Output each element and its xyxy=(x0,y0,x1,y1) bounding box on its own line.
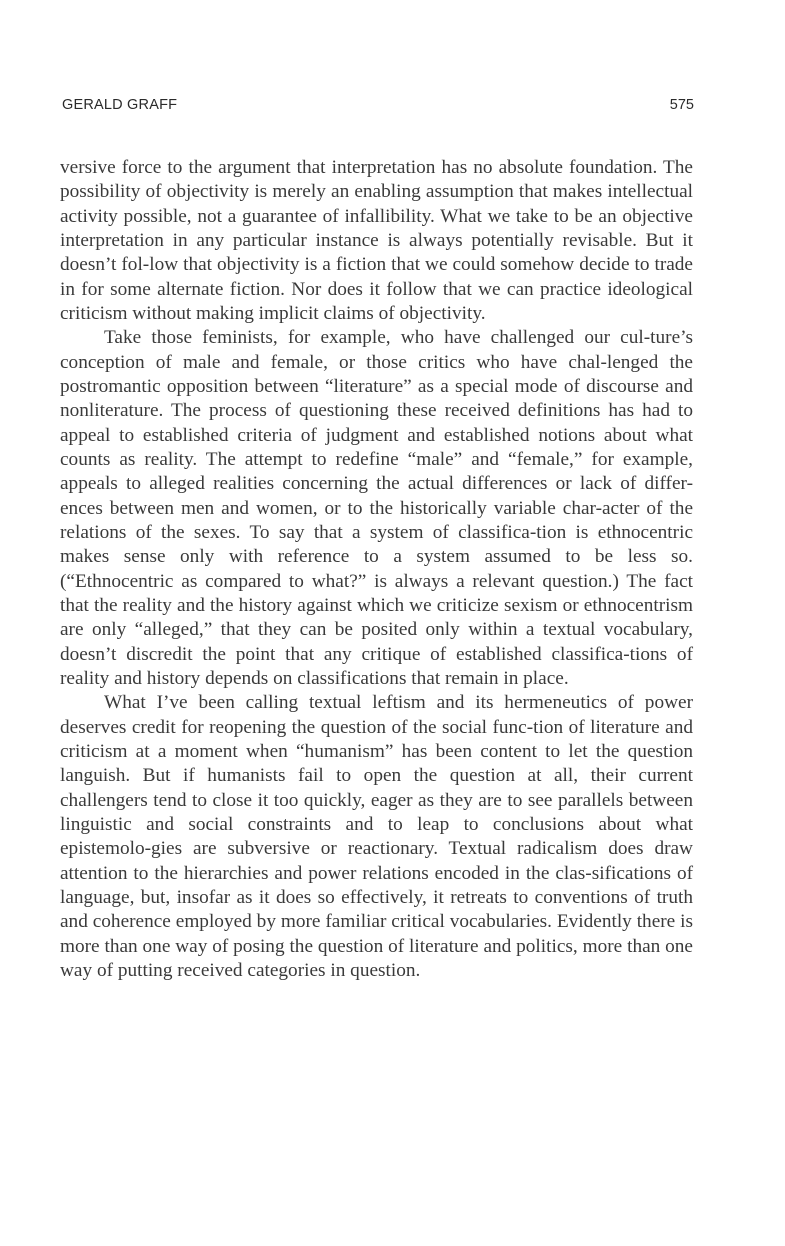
page-number: 575 xyxy=(669,97,694,113)
running-head xyxy=(62,97,694,117)
paragraph-feminists: Take those feminists, for example, who have challenged our cul-ture’s conception of male and female, or those critics who have chal-lenged the postromantic opposition between “literature” as a special mode of discourse and nonliterature. The process of questioning these received definitions has had to appeal to established criteria of judgment and established notions about what counts as reality. The attempt to redefine “male” and “female,” for example, appeals to alleged realities concerning the actual differences or lack of differ-ences between men and women, or to the historically variable char-acter of the relations of the sexes. To say that a system of classifica-tion is ethnocentric makes sense only with reference to a system assumed to be less so. (“Ethnocentric as compared to what?” is always a relevant question.) The fact that the reality and the history against which we criticize sexism or ethnocentrism are only “alleged,” that they can be posited only within a textual vocabulary, doesn’t discredit the point that any critique of established classifica-tions of reality and history depends on classifications that remain in place. xyxy=(60,327,693,689)
paragraph-textual-leftism: What I’ve been calling textual leftism and its hermeneutics of power deserves credit for reopening the question of the social func-tion of literature and criticism at a moment when “humanism” has been content to let the question languish. But if humanists fail to open the question at all, their current challengers tend to close it too quickly, eager as they are to see parallels between linguistic and social constraints and to leap to conclusions about what epistemolo-gies are subversive or reactionary. Textual radicalism does draw attention to the hierarchies and power relations encoded in the clas-sifications of language, but, insofar as it does so effectively, it retreats to conventions of truth and coherence employed by more familiar critical vocabularies. Evidently there is more than one way of posing the question of literature and politics, more than one way of putting received categories in question. xyxy=(60,692,693,981)
body-text xyxy=(60,156,693,983)
running-head-author: GERALD GRAFF xyxy=(62,97,178,113)
paragraph-continued: versive force to the argument that interpretation has no absolute foundation. The possibility of objectivity is merely an enabling assumption that makes intellectual activity possible, not a guarantee of infallibility. What we take to be an objective interpretation in any particular instance is always potentially revisable. But it doesn’t fol-low that objectivity is a fiction that we could somehow decide to trade in for some alternate fiction. Nor does it follow that we can practice ideological criticism without making implicit claims of objectivity. xyxy=(60,157,693,324)
